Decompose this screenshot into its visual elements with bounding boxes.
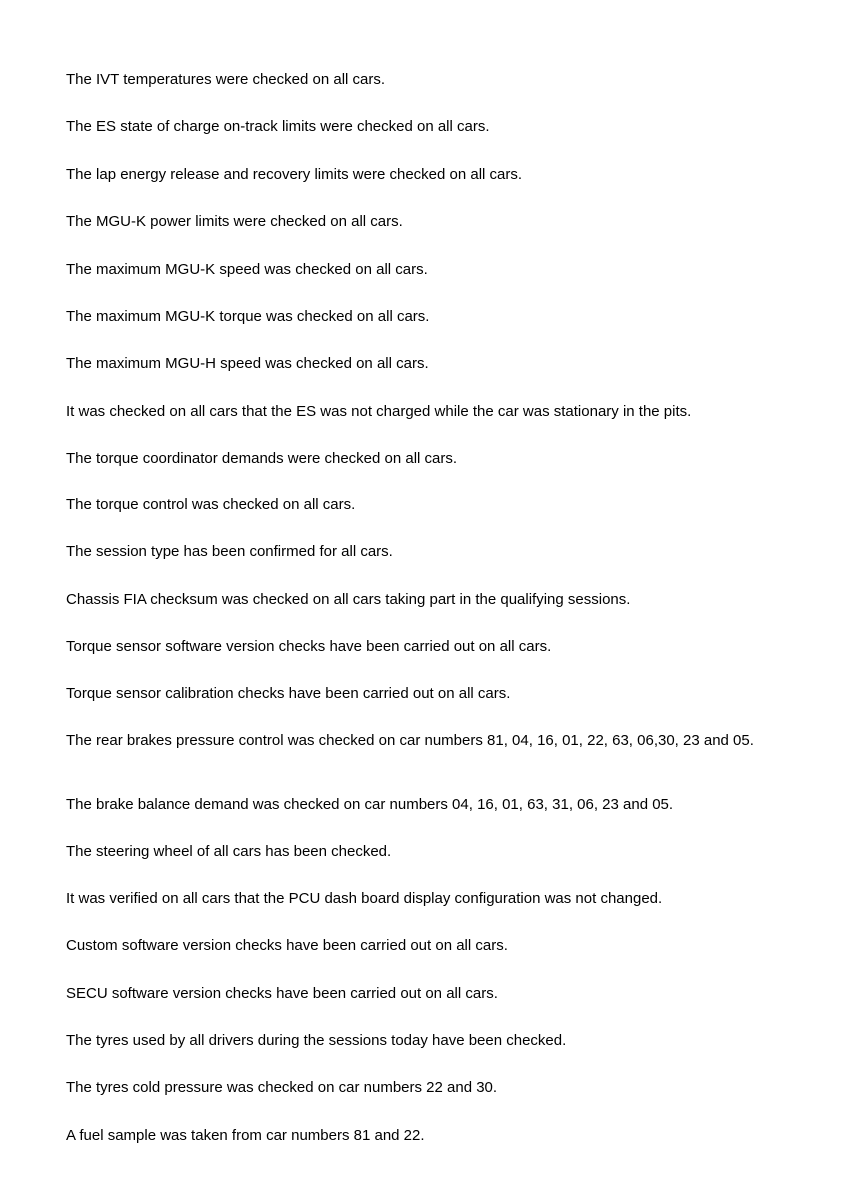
paragraph-es-not-charged: It was checked on all cars that the ES was not charged while the car was stationary in the pits.	[66, 403, 692, 420]
paragraph-torque-sensor-calibration: Torque sensor calibration checks have been carried out on all cars.	[66, 685, 511, 702]
paragraph-session-type: The session type has been confirmed for all cars.	[66, 543, 393, 560]
paragraph-custom-software: Custom software version checks have been carried out on all cars.	[66, 937, 508, 954]
paragraph-brake-balance: The brake balance demand was checked on car numbers 04, 16, 01, 63, 31, 06, 23 and 05.	[66, 796, 674, 813]
paragraph-mgu-k-power: The MGU-K power limits were checked on all cars.	[66, 213, 403, 230]
paragraph-mgu-k-torque: The maximum MGU-K torque was checked on all cars.	[66, 308, 430, 325]
paragraph-chassis-checksum: Chassis FIA checksum was checked on all cars taking part in the qualifying sessions.	[66, 591, 631, 608]
paragraph-torque-sensor-software: Torque sensor software version checks have been carried out on all cars.	[66, 638, 552, 655]
paragraph-fuel-sample: A fuel sample was taken from car numbers 81 and 22.	[66, 1127, 425, 1144]
paragraph-tyres-cold-pressure: The tyres cold pressure was checked on car numbers 22 and 30.	[66, 1079, 498, 1096]
paragraph-torque-control: The torque control was checked on all cars.	[66, 496, 356, 513]
paragraph-mgu-h-speed: The maximum MGU-H speed was checked on all cars.	[66, 355, 429, 372]
paragraph-torque-coordinator: The torque coordinator demands were checked on all cars.	[66, 450, 458, 467]
paragraph-rear-brakes-pressure: The rear brakes pressure control was checked on car numbers 81, 04, 16, 01, 22, 63, 06,30, 23 and 05.	[66, 732, 754, 749]
paragraph-mgu-k-speed: The maximum MGU-K speed was checked on all cars.	[66, 261, 428, 278]
paragraph-steering-wheel: The steering wheel of all cars has been checked.	[66, 843, 392, 860]
paragraph-secu-software: SECU software version checks have been carried out on all cars.	[66, 985, 498, 1002]
paragraph-ivt-temperatures: The IVT temperatures were checked on all cars.	[66, 71, 386, 88]
paragraph-lap-energy-limits: The lap energy release and recovery limits were checked on all cars.	[66, 166, 523, 183]
paragraph-es-state-of-charge: The ES state of charge on-track limits were checked on all cars.	[66, 118, 490, 135]
paragraph-pcu-dash-board: It was verified on all cars that the PCU dash board display configuration was not changed.	[66, 890, 663, 907]
paragraph-tyres-used: The tyres used by all drivers during the sessions today have been checked.	[66, 1032, 567, 1049]
